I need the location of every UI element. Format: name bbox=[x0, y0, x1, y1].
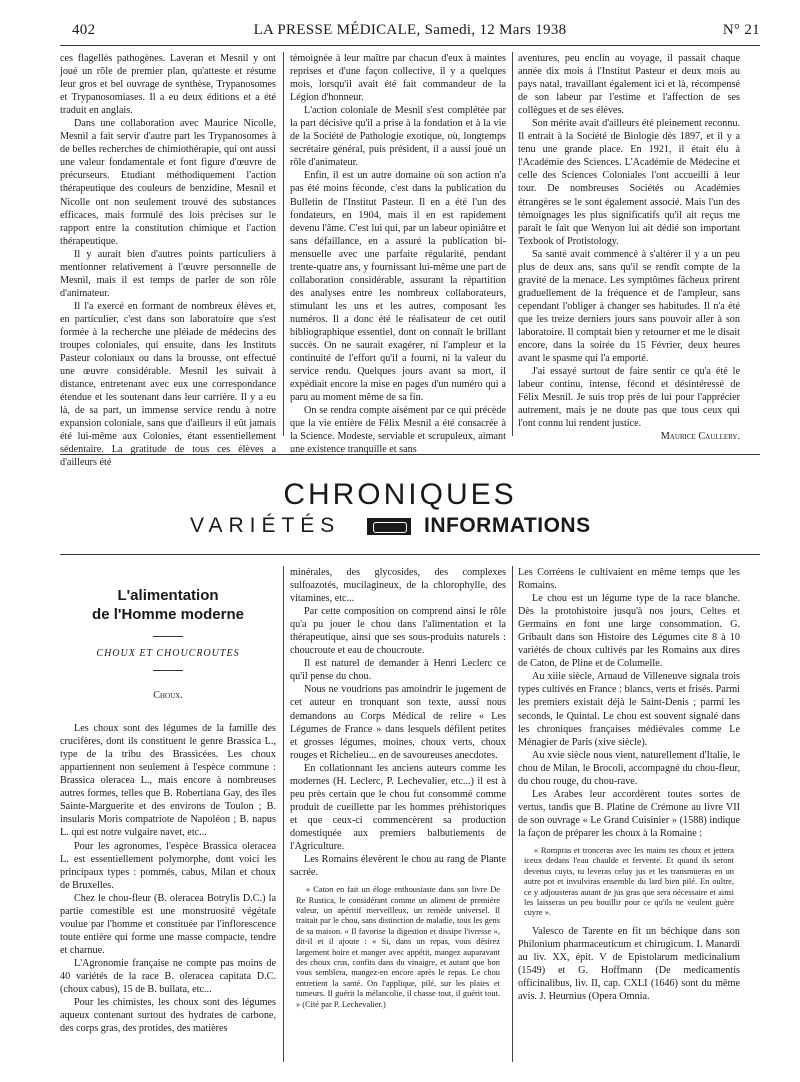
page-header bbox=[60, 22, 760, 42]
paragraph: minérales, des glycosides, des complexes sulfoazotés, mucilagineux, de la chlorophylle, des vitamines, etc... bbox=[290, 567, 506, 605]
column-divider bbox=[512, 566, 513, 1062]
column-divider bbox=[512, 52, 513, 436]
article-column-3 bbox=[518, 566, 740, 1066]
paragraph: Les Corréens le cultivaient en même temps que les Romains. bbox=[518, 567, 740, 592]
column-divider bbox=[283, 52, 284, 436]
paragraph: Au xvie siècle nous vient, naturellement d'Italie, le chou de Milan, le Brocoli, accompagné du chou-fleur, du chou rouge, du chou-rave. bbox=[518, 749, 740, 787]
paragraph: J'ai essayé surtout de faire sentir ce qu'a été le labeur continu, intense, fécond et désintéressé de Félix Mesnil. Je suis trop près de lui pour l'apprécier autrement, mais je ne doute pas que tous ceux qui l'ont connu lui rendent justice. bbox=[518, 366, 740, 430]
section-title: CHRONIQUES bbox=[283, 478, 517, 511]
block-quote bbox=[296, 885, 500, 1010]
section-subtitle bbox=[60, 514, 760, 540]
header-rule bbox=[60, 45, 760, 46]
paragraph: Sa santé avait commencé à s'altérer il y a un peu plus de deux ans, sans qu'il se rendît compte de la gravité de la menace. Les symptômes fâcheux prirent graduellement de la fréquence et de l'ampleur, sans cependant l'obliger à changer ses habitudes. Il n'a été que les treize derniers jours sans pouvoir aller à son laboratoire. Il comptait bien y retourner et me le disait encore, dans la soirée du 15 Février, deux heures avant le spasme qui l'a emporté. bbox=[518, 248, 740, 365]
article-column-2 bbox=[290, 566, 506, 1066]
paragraph: Son mérite avait d'ailleurs été pleinement reconnu. Il entrait à la Société de Biologie dès 1897, et il y a tenu une grande place. En 1921, il était élu à l'Académie des Sciences. L'Académie de Médecine et celle des Sciences Coloniales l'ont accueilli à leur tour. De nombreuses Sociétés ou Académies étrangères se le sont également associé. Mais l'un des témoignages les plus significatifs qu'il ait reçus me paraît le fait que Wenyon lui ait dédié son important Texbook of Protistology. bbox=[518, 118, 740, 247]
paragraph: Au xiiie siècle, Arnaud de Villeneuve signala trois types cultivés en France : blancs, verts et frisés. Parmi les premiers existait déjà le Saint-Denis ; parmi les seconds, le Quintal. Le chou est souvent signalé dans les chroniques françaises médiévales comme Le Ménagier de Paris (xive siècle). bbox=[518, 671, 740, 748]
paragraph: Valesco de Tarente en fit un béchique dans son Philonium pharmaceuticum et chirugicum. I. Manardi au liv. XX, épit. V de Epistolarum medicinalium (1549) et G. Hoffmann (De medicamentis officinalibus, liv. II, cap. CXLI (1646) sont du même avis. J. Heurnius (Opera Omnia. bbox=[518, 925, 740, 1003]
paragraph: Il est naturel de demander à Henri Leclerc ce qu'il pense du chou. bbox=[290, 658, 506, 683]
section-rule-bottom bbox=[60, 554, 760, 555]
top-column-2 bbox=[290, 52, 506, 456]
top-column-3 bbox=[518, 52, 740, 443]
article-subtitle: CHOUX ET CHOUCROUTES bbox=[96, 648, 240, 659]
paragraph: Les Arabes leur accordèrent toutes sortes de vertus, tandis que B. Platine de Crémone au livre VII de son ouvrage « Le Grand Cuisinier » (1588) indique la façon de préparer les choux à la Romaine : bbox=[518, 788, 740, 839]
section-heading: Choux. bbox=[153, 690, 183, 702]
paragraph: L'Agronomie française ne compte pas moins de 40 variétés de la race B. oleracea capitata D.C. (choux cabus), 15 de B. bullata, etc... bbox=[60, 957, 276, 996]
paragraph: Enfin, il est un autre domaine où son action n'a pas été moins féconde, c'est dans la publication du Bulletin de l'Institut Pasteur. Il en a été l'un des fondateurs, en 1904, mais il en est rapidement devenu l'âme. C'est lui qui, par un labeur opiniâtre et sans défaillance, en a assuré la publication bi-mensuelle avec une parfaite régularité, pendant trente-quatre ans, y fournissant lui-même une part de collaboration considérable, assurant la répartition des analyses entre les nombreux collaborateurs, stimulant les uns et les autres, composant les numéros. Il a donc été le réalisateur de cet outil bibliographique essentiel, dont on connaît le brillant succès. On ne saurait exagérer, ni l'ampleur et la continuité de l'effort qu'il a fourni, ni la valeur du service rendu. Quelques jours avant sa mort, il expédiait encore la mise en pages d'un numéro qui a paru au moment même de sa fin. bbox=[290, 170, 506, 404]
title-rule bbox=[153, 636, 183, 637]
paragraph: Dans une collaboration avec Maurice Nicolle, Mesnil a fait servir d'autre part les Trypanosomes à de belles recherches de chimiothérapie, qui ont aussi une valeur fondamentale et font figure d'œuvre de précurseurs. Etudiant méthodiquement l'action thérapeutique des couleurs de benzidine, Mesnil et Nicolle ont non seulement trouvé des substances efficaces, mais formulé des lois précises sur le rapport entre la constitution chimique et l'action thérapeutique. bbox=[60, 118, 276, 247]
section-informations: INFORMATIONS bbox=[424, 514, 591, 537]
paragraph: Il l'a exercé en formant de nombreux élèves et, en particulier, c'est dans son laboratoire que s'est formée à la recherche une pléiade de médecins des troupes coloniales, qui ensuite, dans les Instituts Pasteur coloniaux ou dans la brousse, ont effectué une œuvre considérable. Mesnil les suivait à distance, entretenant avec eux une correspondance étendue et les soutenant dans leur carrière. Il y a eu là, de sa part, un immense service rendu à notre expansion coloniale, sans que d'ailleurs il eût jamais été lui-même aux Colonies, étant essentiellement sédentaire. La gratitude de tous ces élèves a d'ailleurs été bbox=[60, 300, 276, 469]
section-emblem-icon bbox=[367, 518, 411, 535]
paragraph: Les choux sont des légumes de la famille des crucifères, dont ils constituent le genre Brassica L., type de la tribu des Brassicées. Les choux appartiennent non seulement à l'espèce commune : Brassica oleracea L., mais encore à nombreuses autres formes, telles que B. Robertiana Gay, des îles Sainte-Marguerite et des environs de Toulon ; B. insularis Moris compatriote de Napoléon ; B. napus L. qui est notre vulgaire navet, etc... bbox=[60, 723, 276, 839]
top-column-1 bbox=[60, 52, 276, 469]
paragraph: Les Romains élevèrent le chou au rang de Plante sacrée. bbox=[290, 854, 506, 879]
paragraph: Il y aurait bien d'autres points particuliers à mentionner relativement à l'œuvre personnelle de Mesnil, mais il est temps de parler de son rôle d'animateur. bbox=[60, 248, 276, 299]
paragraph: Le chou est un légume type de la race blanche. Dès la protohistoire jusqu'à nos jours, Celtes et Germains en font une large consommation. G. Gribault dans son Histoire des Légumes cite 8 à 10 variétés de choux cultivés par les Romains aux dires de Caton, de Pline et de Columelle. bbox=[518, 593, 740, 670]
paragraph: Pour les agronomes, l'espèce Brassica oleracea L. est essentiellement polymorphe, dont voici les principaux types : pommés, cabus, Milan et choux de Bruxelles. bbox=[60, 840, 276, 891]
paragraph: En collationnant les anciens auteurs comme les modernes (H. Leclerc, P. Lechevalier, etc...) il est à peu près certain que le chou fut consommé comme produit de cueillette par les hommes préhistoriques et que ceux-ci commencèrent sa production domestiquée aux premiers balbutiements de l'Agriculture. bbox=[290, 762, 506, 852]
paragraph: On se rendra compte aisément par ce qui précède que la vie entière de Félix Mesnil a été consacrée à la Science. Modeste, serviable et scrupuleux, aimant une existence tranquille et sans bbox=[290, 405, 506, 456]
quote-text: « Caton en fait un éloge enthousiaste dans son livre De Re Rustica, le considérant comme un aliment de première valeur, un apéritif merveilleux, un remède universel. Il traitait par le chou, sans distinction de maladie, tous les gens de sa maison. « Il favorise la digestion et dissipe l'ivresse », dit-il et il ajoute : « Si, dans un repas, vous désirez largement boire et manger avec appétit, mangez auparavant des choux crus, confits dans du vinaigre, et autant que bon vous semblera, mangez-en encore après le repas. Le chou entretient la santé. On l'applique, pilé, sur les plaies et tumeurs. Il guérit la mélancolie, il chasse tout, il guérit tout. » (Cité par P. Lechevalier.) bbox=[296, 885, 500, 1009]
article-title: L'alimentation de l'Homme moderne bbox=[92, 587, 244, 623]
paragraph: L'action coloniale de Mesnil s'est complétée par la part décisive qu'il a prise à la fondation et à la vie de la Société de Pathologie exotique, où, longtemps secrétaire général, puis président, il a aussi joué un rôle d'animateur. bbox=[290, 105, 506, 169]
paragraph: aventures, peu enclin au voyage, il passait chaque année dix mois à l'Institut Pasteur et deux mois au pays natal, travaillant également ici et là, récompensé de son labeur par l'estime et l'affection de ses collègues et de ses élèves. bbox=[518, 53, 740, 117]
paragraph: Nous ne voudrions pas amoindrir le jugement de cet auteur en tronquant son texte, aussi nous demandons au Corps Médical de relire « Les Légumes de France » dans lesquels défilent petites et grosses légumes, moines, choux verts, choux rouges et Richelieu... en de savoureuses anecdotes. bbox=[290, 684, 506, 761]
paragraph: témoignée à leur maître par chacun d'eux à maintes reprises et d'une façon collective, il y a quelques mois, lorsqu'il avait été fait commandeur de la Légion d'honneur. bbox=[290, 53, 506, 104]
author-signature: Maurice Caullery. bbox=[660, 431, 740, 443]
block-quote bbox=[524, 846, 734, 919]
paragraph: Par cette composition on comprend ainsi le rôle qu'a pu jouer le chou dans l'alimentation et la thérapeutique, ainsi que ses sous-produits naturels : choucroute et eau de choucroute. bbox=[290, 606, 506, 657]
section-rule-top bbox=[60, 454, 760, 455]
paragraph: Pour les chimistes, les choux sont des légumes aqueux contenant surtout des hydrates de carbone, des corps gras, des protides, des matières bbox=[60, 997, 276, 1035]
subtitle-rule bbox=[153, 670, 183, 671]
issue-number: N° 21 bbox=[722, 22, 760, 38]
paragraph: ces flagellés pathogènes. Laveran et Mesnil y ont joué un rôle de premier plan, qu'atteste et résume leur gros et bel ouvrage de synthèse, Trypanosomes et Trypanosomiases. Il a eu deux éditions et a été traduit en anglais. bbox=[60, 53, 276, 117]
section-varietes: VARIÉTÉS bbox=[190, 514, 341, 537]
quote-text: « Rompras et tronceras avec les mains tes choux et jettera iceux dedans l'eau chaulde et fervente. Et quand ils seront devenus cuyts, tu leveras celuy jus et les transmueras en un autre pot et invulviras ensemble du lard bien pilé. En oultre, ce y adjousteras autant de jus gras que sera nécessaire et ainsi les laisseras un peu bouillir pour ce qu'ils ne veulent guère cuyre ». bbox=[524, 845, 734, 918]
journal-title: LA PRESSE MÉDICALE, Samedi, 12 Mars 1938 bbox=[253, 22, 567, 38]
column-divider bbox=[283, 566, 284, 1062]
paragraph: Chez le chou-fleur (B. oleracea Botrylis D.C.) la partie comestible est une monstruosité végétale voulue par l'homme et constituée par l'inflorescence toute entière qui forme une masse compacte, tendre et charnue. bbox=[60, 892, 276, 956]
page-number: 402 bbox=[72, 22, 96, 38]
article-column-1 bbox=[60, 566, 276, 1066]
